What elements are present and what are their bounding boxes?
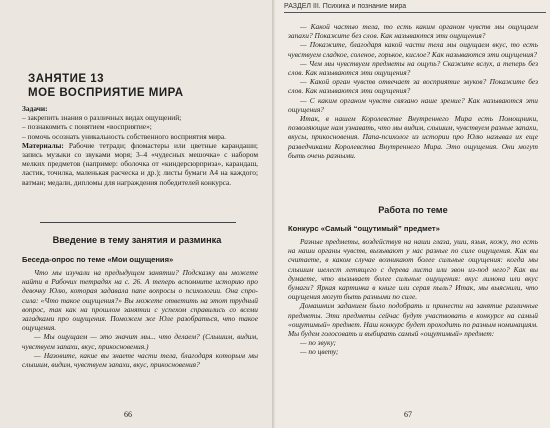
- right-page: [276, 0, 550, 428]
- section-title: Введение в тему занятия и разминка: [52, 235, 222, 245]
- materials-label: Материалы:: [22, 140, 64, 150]
- task-item: – познакомить с понятием «восприятие»;: [22, 122, 152, 132]
- left-page: [0, 0, 272, 428]
- dialog-line: — Какой частью тела, то есть каким органом чувств мы ощущаем запахи? Покажите без слов. Как называются эти ощущения?: [288, 22, 538, 41]
- dialog-line: — Какой орган чувств отвечает за восприятие звуков? Покажите без слов. Как называются эти ощущения?: [288, 77, 538, 96]
- tasks-label: Задачи:: [22, 104, 48, 113]
- contest-paragraph: Разные предметы, воздействуя на наши глаза, уши, язык, кожу, то есть на наши органы чувств, вызывают у нас разные по силе ощущения. Как вы считаете, в каком случае возникают более сильные ощущения: когда мы слышим шелест летящего с дерева листа или звон из-под него? Как вы думаете, что вызывает более сильные ощущения: вкус лимона или вкус бумаги? Яркая картинка в книге или серая пыль? Итак, мы выяснили, что ощущения могут быть разными по силе.: [288, 237, 538, 302]
- materials-text: Рабочие тетради; фломастеры или цветные карандаши; запись музыки со звуками моря; 3–4 «чудесных мешочка» с набором мелких предметов (например: оболочка от «киндерсюрприза», карандаш, ластик, точилка, маленькая расческа и др.); листы бумаги А4 на каждого; ватман; медали, дипломы для награждения победителей конкурса.: [22, 140, 258, 187]
- dialog-line: — Назовите, какие вы знаете части тела, благодаря которым мы слышим, видим, чувствуем запахи, вкус, прикосновения?: [22, 350, 258, 370]
- page-number: 66: [124, 410, 132, 419]
- intro-paragraph: Что мы изучали на предыдущем занятии? Подсказку вы можете найти в Рабочих тетрадях на с. 26. А теперь вспомните историю про девочку Юлю, которая задавала папе вопросы о психологии. Она спросила: «Что такое ощущения?» Вы можете ответить на этот трудный вопрос, так как на прошлом занятии с успехом справились со всеми загадками про ощущения. Поможем же Юле разобраться, что такое ощущения.: [22, 268, 258, 333]
- dialog-line: — Мы ощущаем — это значит мы... что делаем? (Слышим, видим, чувствуем запахи, вкус, прикосновения.): [22, 332, 258, 351]
- tasks-block: [22, 104, 258, 187]
- list-item: — по звуку;: [300, 338, 336, 348]
- task-item: – закрепить знания о различных видах ощущений;: [22, 113, 182, 123]
- contest-title: Конкурс «Самый “ощутимый” предмет»: [288, 224, 440, 233]
- kingdom-paragraph: Итак, в нашем Королевстве Внутреннего Мира есть Помощники, позволяющие нам узнавать, что мы видим, слышим, чувствуем разные запахи, вкусы, прикосновения. Папа-психолог из истории про Юлю называл их еще разведчиками Королевства Внутреннего Мира. Это ощущения. Они могут быть очень разными.: [288, 114, 538, 160]
- task-item: – помочь осознать уникальность собственного восприятия мира.: [22, 131, 226, 141]
- page-number: 67: [404, 410, 412, 419]
- materials-paragraph: [22, 141, 258, 187]
- intro-paragraph-block: [22, 268, 258, 369]
- lesson-number: ЗАНЯТИЕ 13: [28, 73, 105, 85]
- list-item: — по цвету;: [300, 347, 339, 357]
- contest-block: [288, 237, 538, 357]
- lesson-heading: [28, 72, 184, 100]
- dialog-line: — С каким органом чувств связано наше зрение? Как называются эти ощущения?: [288, 95, 538, 114]
- dialog-block: [288, 22, 538, 160]
- subsection-title: Беседа-опрос по теме «Мои ощущения»: [22, 255, 174, 264]
- section-title: Работа по теме: [378, 205, 448, 215]
- dialog-line: — Покажите, благодаря какой части тела мы ощущаем вкус, то есть чувствуем сладкое, соленое, горькое, кислое? Как называются эти ощущения?: [288, 40, 538, 59]
- dialog-line: — Чем мы чувствуем предметы на ощупь? Скажите вслух, а теперь без слов. Как называются эти ощущения?: [288, 58, 538, 78]
- homework-paragraph: Домашним заданием было подобрать и принести на занятие различные предметы. Эти предметы сейчас будут участвовать в конкурсе на самый «ощутимый» предмет. Наш конкурс будет проходить по разным номинациям. Мы будем голосовать и выбирать самый «ощутимый» предмет:: [288, 301, 538, 339]
- section-divider: [40, 222, 236, 223]
- lesson-title: МОЕ ВОСПРИЯТИЕ МИРА: [28, 87, 184, 99]
- running-head: РАЗДЕЛ III. Психика и познание мира: [284, 1, 546, 13]
